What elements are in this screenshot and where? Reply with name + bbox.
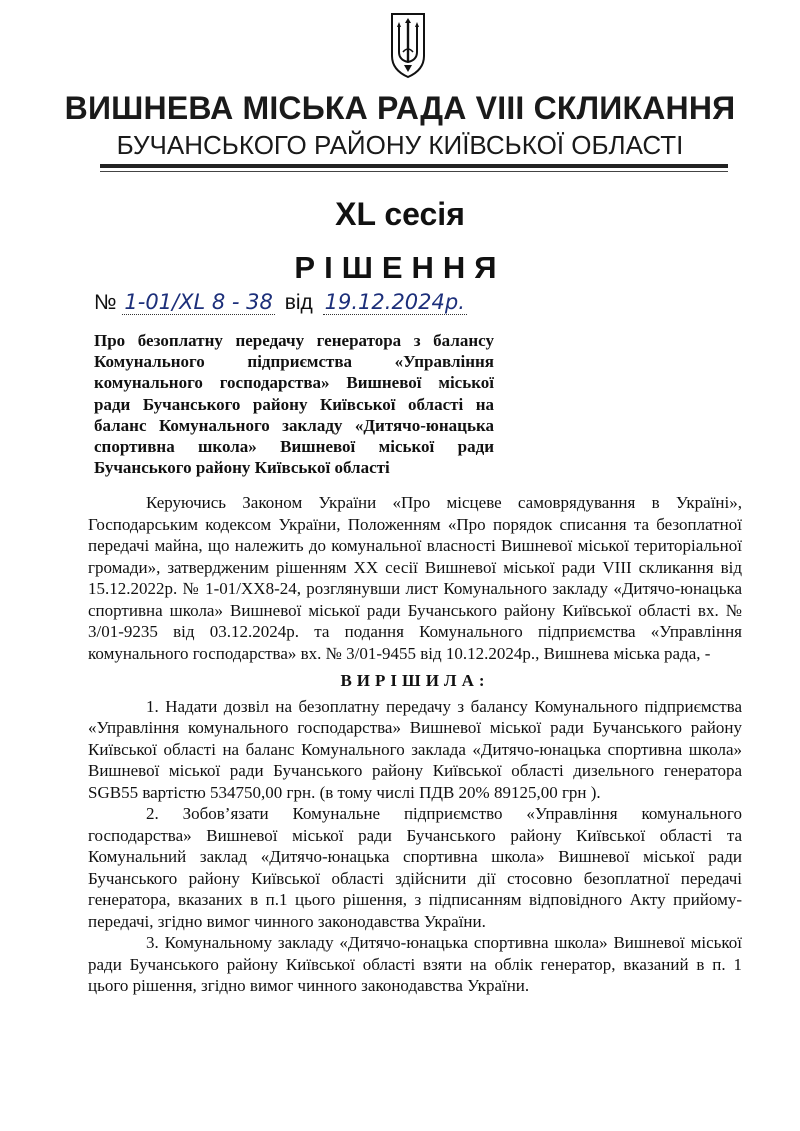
session-title: XL сесія	[335, 196, 465, 232]
handwritten-date: 19.12.2024р.	[324, 290, 465, 314]
resolved-heading: ВИРІШИЛА:	[340, 671, 490, 690]
decision-subject: Про безоплатну передачу генератора з балансу Комунального підприємства «Управління комунального господарства» Вишневої міської ради Бучанського району Київської області на баланс Комунального закладу «Дитячо-юнацька спортивна школа» Вишневої міської ради Бучанського району Київської області	[94, 331, 494, 478]
trident-emblem-icon	[386, 10, 430, 80]
resolution-item-3: 3. Комунальному закладу «Дитячо-юнацька спортивна школа» Вишневої міської ради Бучанського району Київської області взяти на облік генератор, вказаний в п. 1 цього рішення, згідно вимог чинного законодавства України.	[88, 933, 742, 995]
document-body	[88, 492, 742, 997]
resolution-item-1: 1. Надати дозвіл на безоплатну передачу з балансу Комунального підприємства «Управління комунального господарства» Вишневої міської ради Бучанського району Київської області на баланс Комунального заклада «Дитячо-юнацька спортивна школа» Вишневої міської ради Бучанського району Київської області дизельного генератора SGB55 вартістю 534750,00 грн. (в тому числі ПДВ 20% 89125,00 грн ).	[88, 696, 742, 802]
council-subtitle: БУЧАНСЬКОГО РАЙОНУ КИЇВСЬКОЇ ОБЛАСТІ	[116, 130, 684, 160]
council-title: ВИШНЕВА МІСЬКА РАДА VIII СКЛИКАННЯ	[64, 90, 736, 126]
decision-heading: РІШЕННЯ	[294, 250, 506, 285]
handwritten-number: 1-01/XL 8 - 38	[124, 290, 273, 314]
resolution-item-2: 2. Зобов’язати Комунальне підприємство «Управління комунального господарства» Вишневої міської ради Бучанського району Київської області та Комунальний заклад «Дитячо-юнацька спортивна школа» Вишневої міської ради Бучанського району Київської області здійснити дії стосовно безоплатної передачі генератора, вказаних в п.1 цього рішення, з підписанням відповідного Акту прийому-передачі, згідно вимог чинного законодавства України.	[88, 804, 742, 931]
header-divider-thin	[100, 171, 728, 172]
number-prefix: №	[94, 291, 117, 314]
date-prefix: від	[284, 291, 313, 314]
header-divider-thick	[100, 164, 728, 168]
preamble-paragraph: Керуючись Законом України «Про місцеве самоврядування в Україні», Господарським кодексом України, Положенням «Про порядок списання та безоплатної передачі майна, що належить до комунальної власності Вишневої міської територіальної громади», затвердженим рішенням XX сесії Вишневої міської ради VIII скликання від 15.12.2022р. № 1-01/XX8-24, розглянувши лист Комунального закладу «Дитячо-юнацька спортивна школа» Вишневої міської ради Бучанського району Київської області вх. № 3/01-9235 від 03.12.2024р. та подання Комунального підприємства «Управління комунального господарства» вх. № 3/01-9455 від 10.12.2024р., Вишнева міська рада, -	[88, 493, 742, 663]
document-number-line	[94, 290, 467, 315]
